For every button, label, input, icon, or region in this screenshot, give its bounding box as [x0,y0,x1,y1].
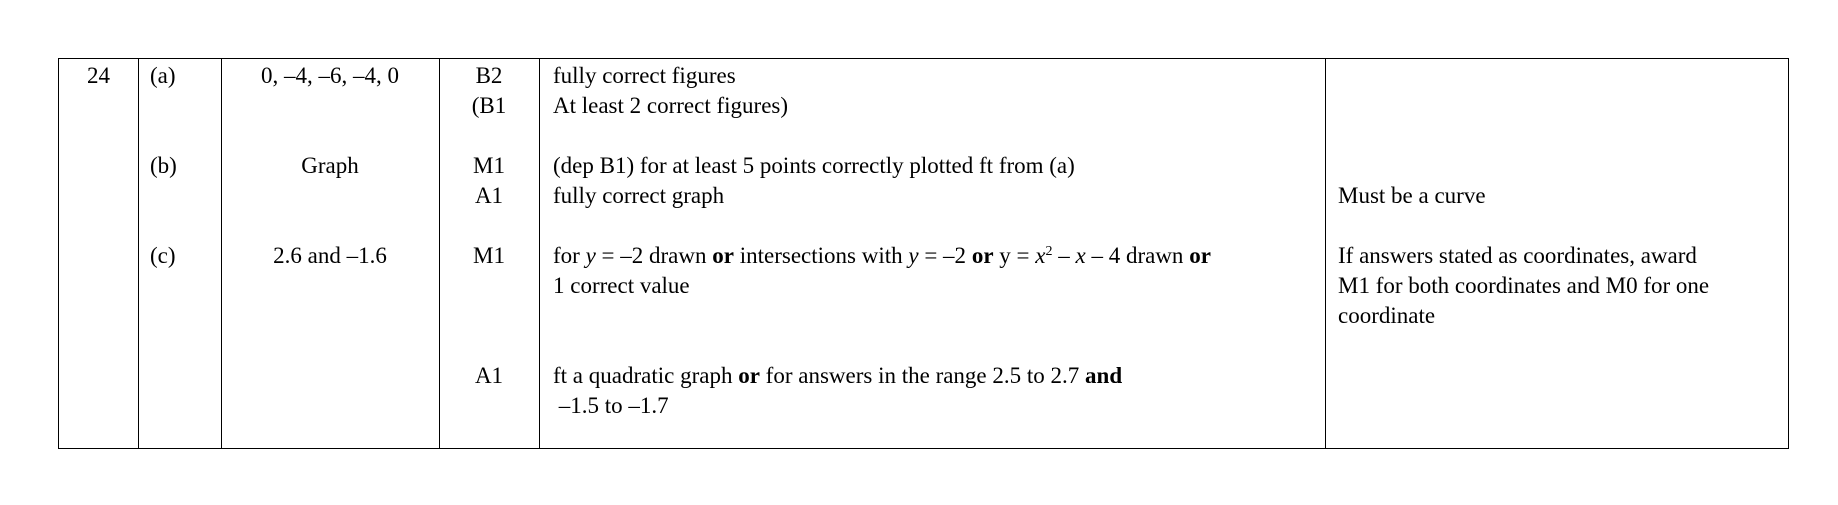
part-c-comment-line-2: M1 for both coordinates and M0 for one [1338,273,1710,298]
question-number: 24 [87,63,110,88]
text-run: intersections with [733,243,909,268]
bold-or: or [738,363,760,388]
part-b-mark-1: M1 [473,153,505,178]
part-c-note-1 [553,241,1211,271]
variable-x: x [1035,243,1046,268]
variable-y: y [908,243,919,268]
part-c-note-1-line-2: 1 correct value [553,273,690,298]
column-divider [1325,59,1326,448]
bold-or: or [712,243,734,268]
text-run: = –2 drawn [595,243,713,268]
part-b-note-1: (dep B1) for at least 5 points correctly plotted ft from (a) [553,153,1075,178]
text-run: for answers in the range 2.5 to 2.7 [759,363,1086,388]
part-c-mark-1: M1 [473,243,505,268]
part-c-note-2-line-2: –1.5 to –1.7 [553,393,669,418]
part-a-note-2: At least 2 correct figures) [553,93,789,118]
variable-x: x [1075,243,1086,268]
part-c-answer: 2.6 and –1.6 [273,243,387,268]
part-c-label: (c) [150,243,176,268]
bold-and: and [1085,363,1123,388]
text-run: ft a quadratic graph [553,363,739,388]
part-c-note-2 [553,361,1122,391]
part-a-answer: 0, –4, –6, –4, 0 [261,63,399,88]
column-divider [138,59,139,448]
part-a-label: (a) [150,63,176,88]
part-c-comment-line-3: coordinate [1338,303,1436,328]
column-divider [539,59,540,448]
part-b-answer: Graph [301,153,359,178]
bold-or: or [971,243,994,268]
bold-or: or [1189,243,1211,268]
variable-y: y [585,243,596,268]
part-b-mark-2: A1 [474,183,504,208]
part-c-comment-line-1: If answers stated as coordinates, award [1338,243,1697,268]
part-c-mark-2: A1 [474,363,504,388]
part-a-mark-1: B2 [475,63,503,88]
part-b-comment: Must be a curve [1338,183,1486,208]
part-b-note-2: fully correct graph [553,183,725,208]
exponent: 2 [1045,244,1053,259]
text-run: for [553,243,586,268]
part-b-label: (b) [150,153,177,178]
text-run: = –2 [918,243,972,268]
part-a-note-1: fully correct figures [553,63,736,88]
part-a-mark-2: (B1 [471,93,507,118]
text-run: y = [993,243,1036,268]
mark-scheme-table [58,58,1789,449]
text-run: – [1052,243,1076,268]
text-run: – 4 drawn [1085,243,1190,268]
